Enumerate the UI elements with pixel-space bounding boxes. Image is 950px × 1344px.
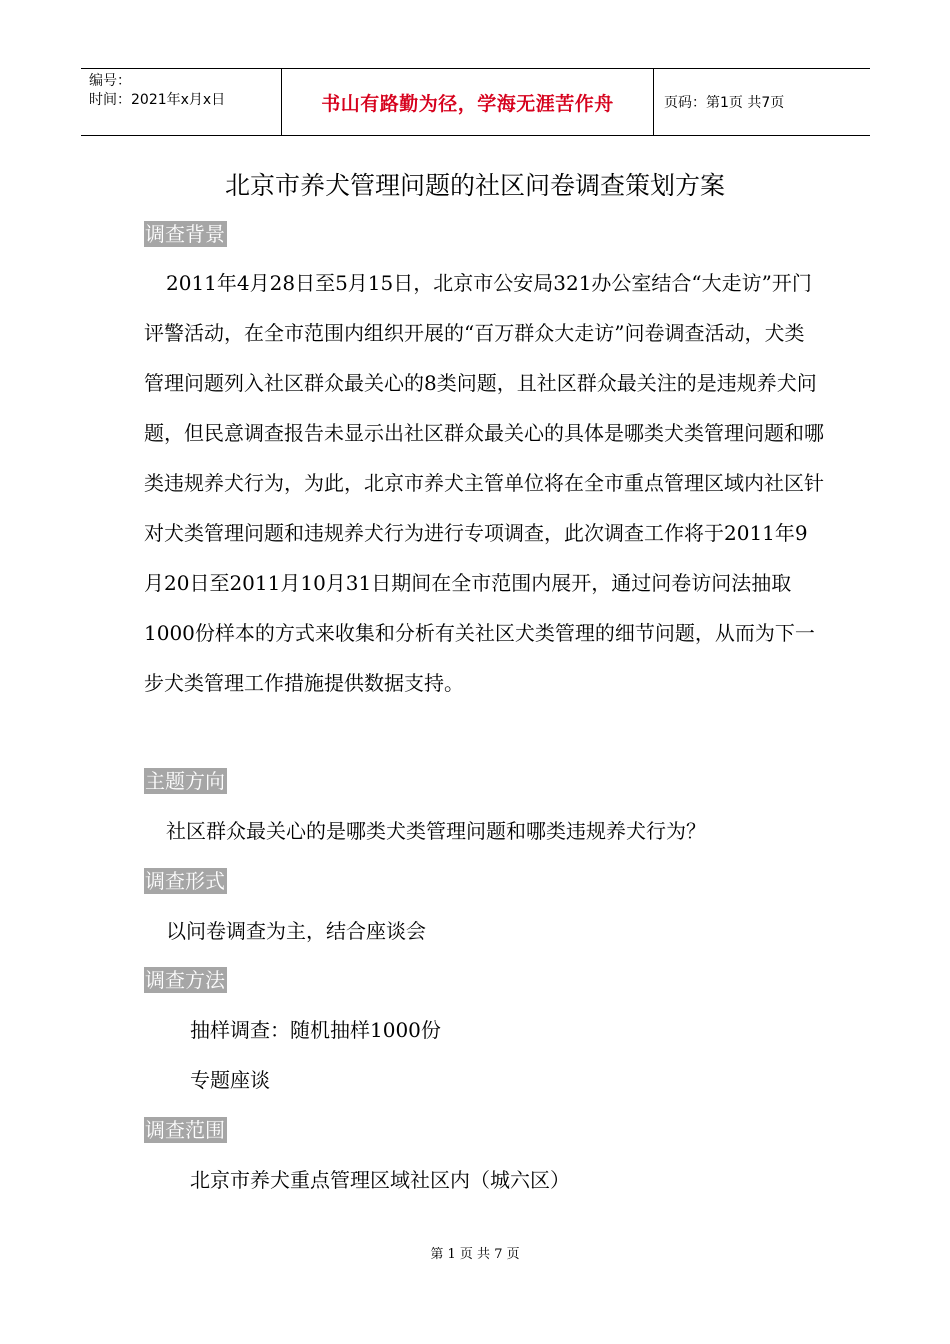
section-heading-background: 调查背景 xyxy=(145,222,225,246)
section-heading-form: 调查形式 xyxy=(145,869,225,893)
header-motto-cell xyxy=(282,69,654,135)
header-meta-cell xyxy=(81,69,282,135)
document-number-label: 编号： xyxy=(89,73,131,89)
method-item: 抽样调查：随机抽样1000份 xyxy=(190,1018,441,1042)
document-date-label: 时间：2021年x月x日 xyxy=(89,92,226,108)
form-text: 以问卷调查为主，结合座谈会 xyxy=(166,919,426,943)
document-header xyxy=(81,68,870,136)
section-heading-theme: 主题方向 xyxy=(145,769,225,793)
scope-text: 北京市养犬重点管理区域社区内（城六区） xyxy=(190,1168,570,1192)
document-title: 北京市养犬管理问题的社区问卷调查策划方案 xyxy=(224,171,725,200)
theme-text: 社区群众最关心的是哪类犬类管理问题和哪类违规养犬行为？ xyxy=(166,819,706,843)
background-paragraph: 2011年4月28日至5月15日，北京市公安局321办公室结合“大走访”开门评警活动，在全市范围内组织开展的“百万群众大走访”问卷调查活动，犬类管理问题列入社区群众最关心的8类问题，且社区群众最关注的是违规养犬问题，但民意调查报告未显示出社区群众最关心的具体是哪类犬类管理问题和哪类违规养犬行为，为此，北京市养犬主管单位将在全市重点管理区域内社区针对犬类管理问题和违规养犬行为进行专项调查，此次调查工作将于2011年9月20日至2011月10月31日期间在全市范围内展开，通过问卷访问法抽取1000份样本的方式来收集和分析有关社区犬类管理的细节问题，从而为下一步犬类管理工作措施提供数据支持。 xyxy=(144,271,824,695)
page-footer: 第 1 页 共 7 页 xyxy=(430,1247,520,1262)
section-heading-scope: 调查范围 xyxy=(145,1118,225,1142)
section-heading-method: 调查方法 xyxy=(145,968,225,992)
header-page-cell xyxy=(654,69,870,135)
method-item: 专题座谈 xyxy=(190,1068,270,1092)
header-motto: 书山有路勤为径，学海无涯苦作舟 xyxy=(321,92,614,115)
header-page-info: 页码：第1页 共7页 xyxy=(664,95,785,111)
